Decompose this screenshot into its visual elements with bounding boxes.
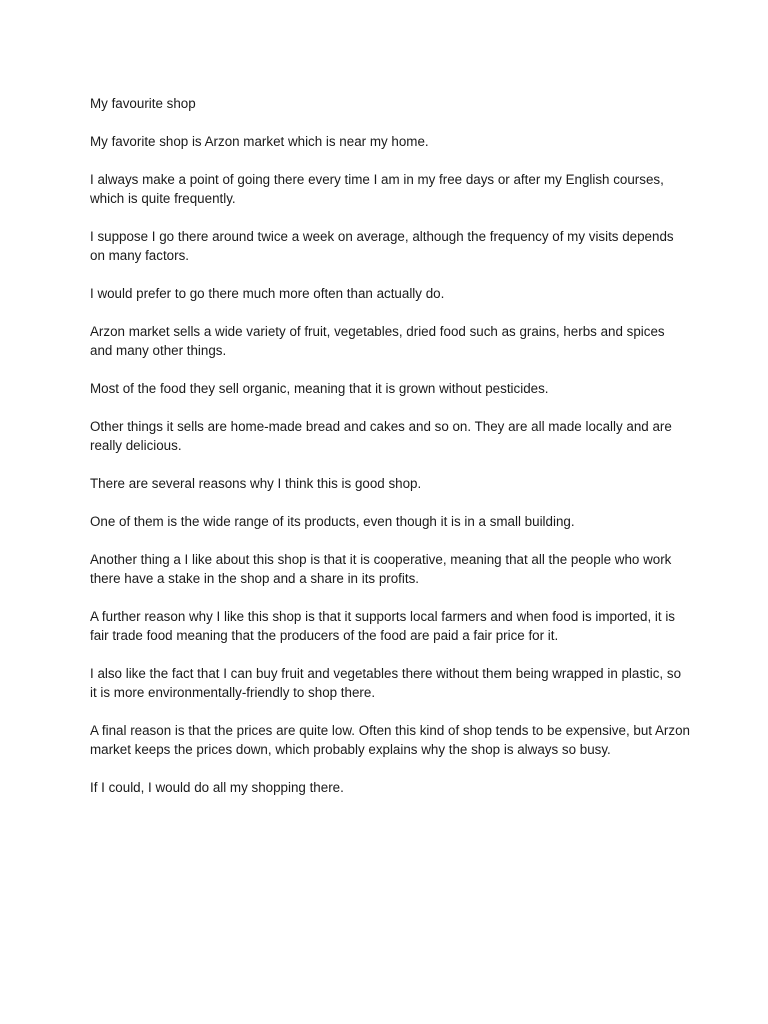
paragraph: Another thing a I like about this shop is that it is cooperative, meaning that all the people who work there have a stake in the shop and a share in its profits. [90,552,672,586]
paragraph: If I could, I would do all my shopping there. [90,780,344,795]
paragraph: I would prefer to go there much more often than actually do. [90,286,445,301]
paragraph: I suppose I go there around twice a week on average, although the frequency of my visits depends on many factors. [90,229,674,263]
paragraph: One of them is the wide range of its products, even though it is in a small building. [90,514,575,529]
document-title: My favourite shop [90,96,196,111]
paragraph: Most of the food they sell organic, meaning that it is grown without pesticides. [90,381,549,396]
paragraph: My favorite shop is Arzon market which is near my home. [90,134,429,149]
paragraph: I always make a point of going there every time I am in my free days or after my English courses, which is quite frequently. [90,172,664,206]
paragraph: Other things it sells are home-made bread and cakes and so on. They are all made locally and are really delicious. [90,419,672,453]
paragraph: I also like the fact that I can buy fruit and vegetables there without them being wrapped in plastic, so it is more environmentally-friendly to shop there. [90,666,682,700]
paragraph: Arzon market sells a wide variety of fruit, vegetables, dried food such as grains, herbs and spices and many other things. [90,324,665,358]
paragraph: There are several reasons why I think this is good shop. [90,476,422,491]
paragraph: A further reason why I like this shop is that it supports local farmers and when food is imported, it is fair trade food meaning that the producers of the food are paid a fair price for it. [90,609,675,643]
document-body [90,94,690,816]
paragraph: A final reason is that the prices are quite low. Often this kind of shop tends to be expensive, but Arzon market keeps the prices down, which probably explains why the shop is always so busy. [90,723,690,757]
